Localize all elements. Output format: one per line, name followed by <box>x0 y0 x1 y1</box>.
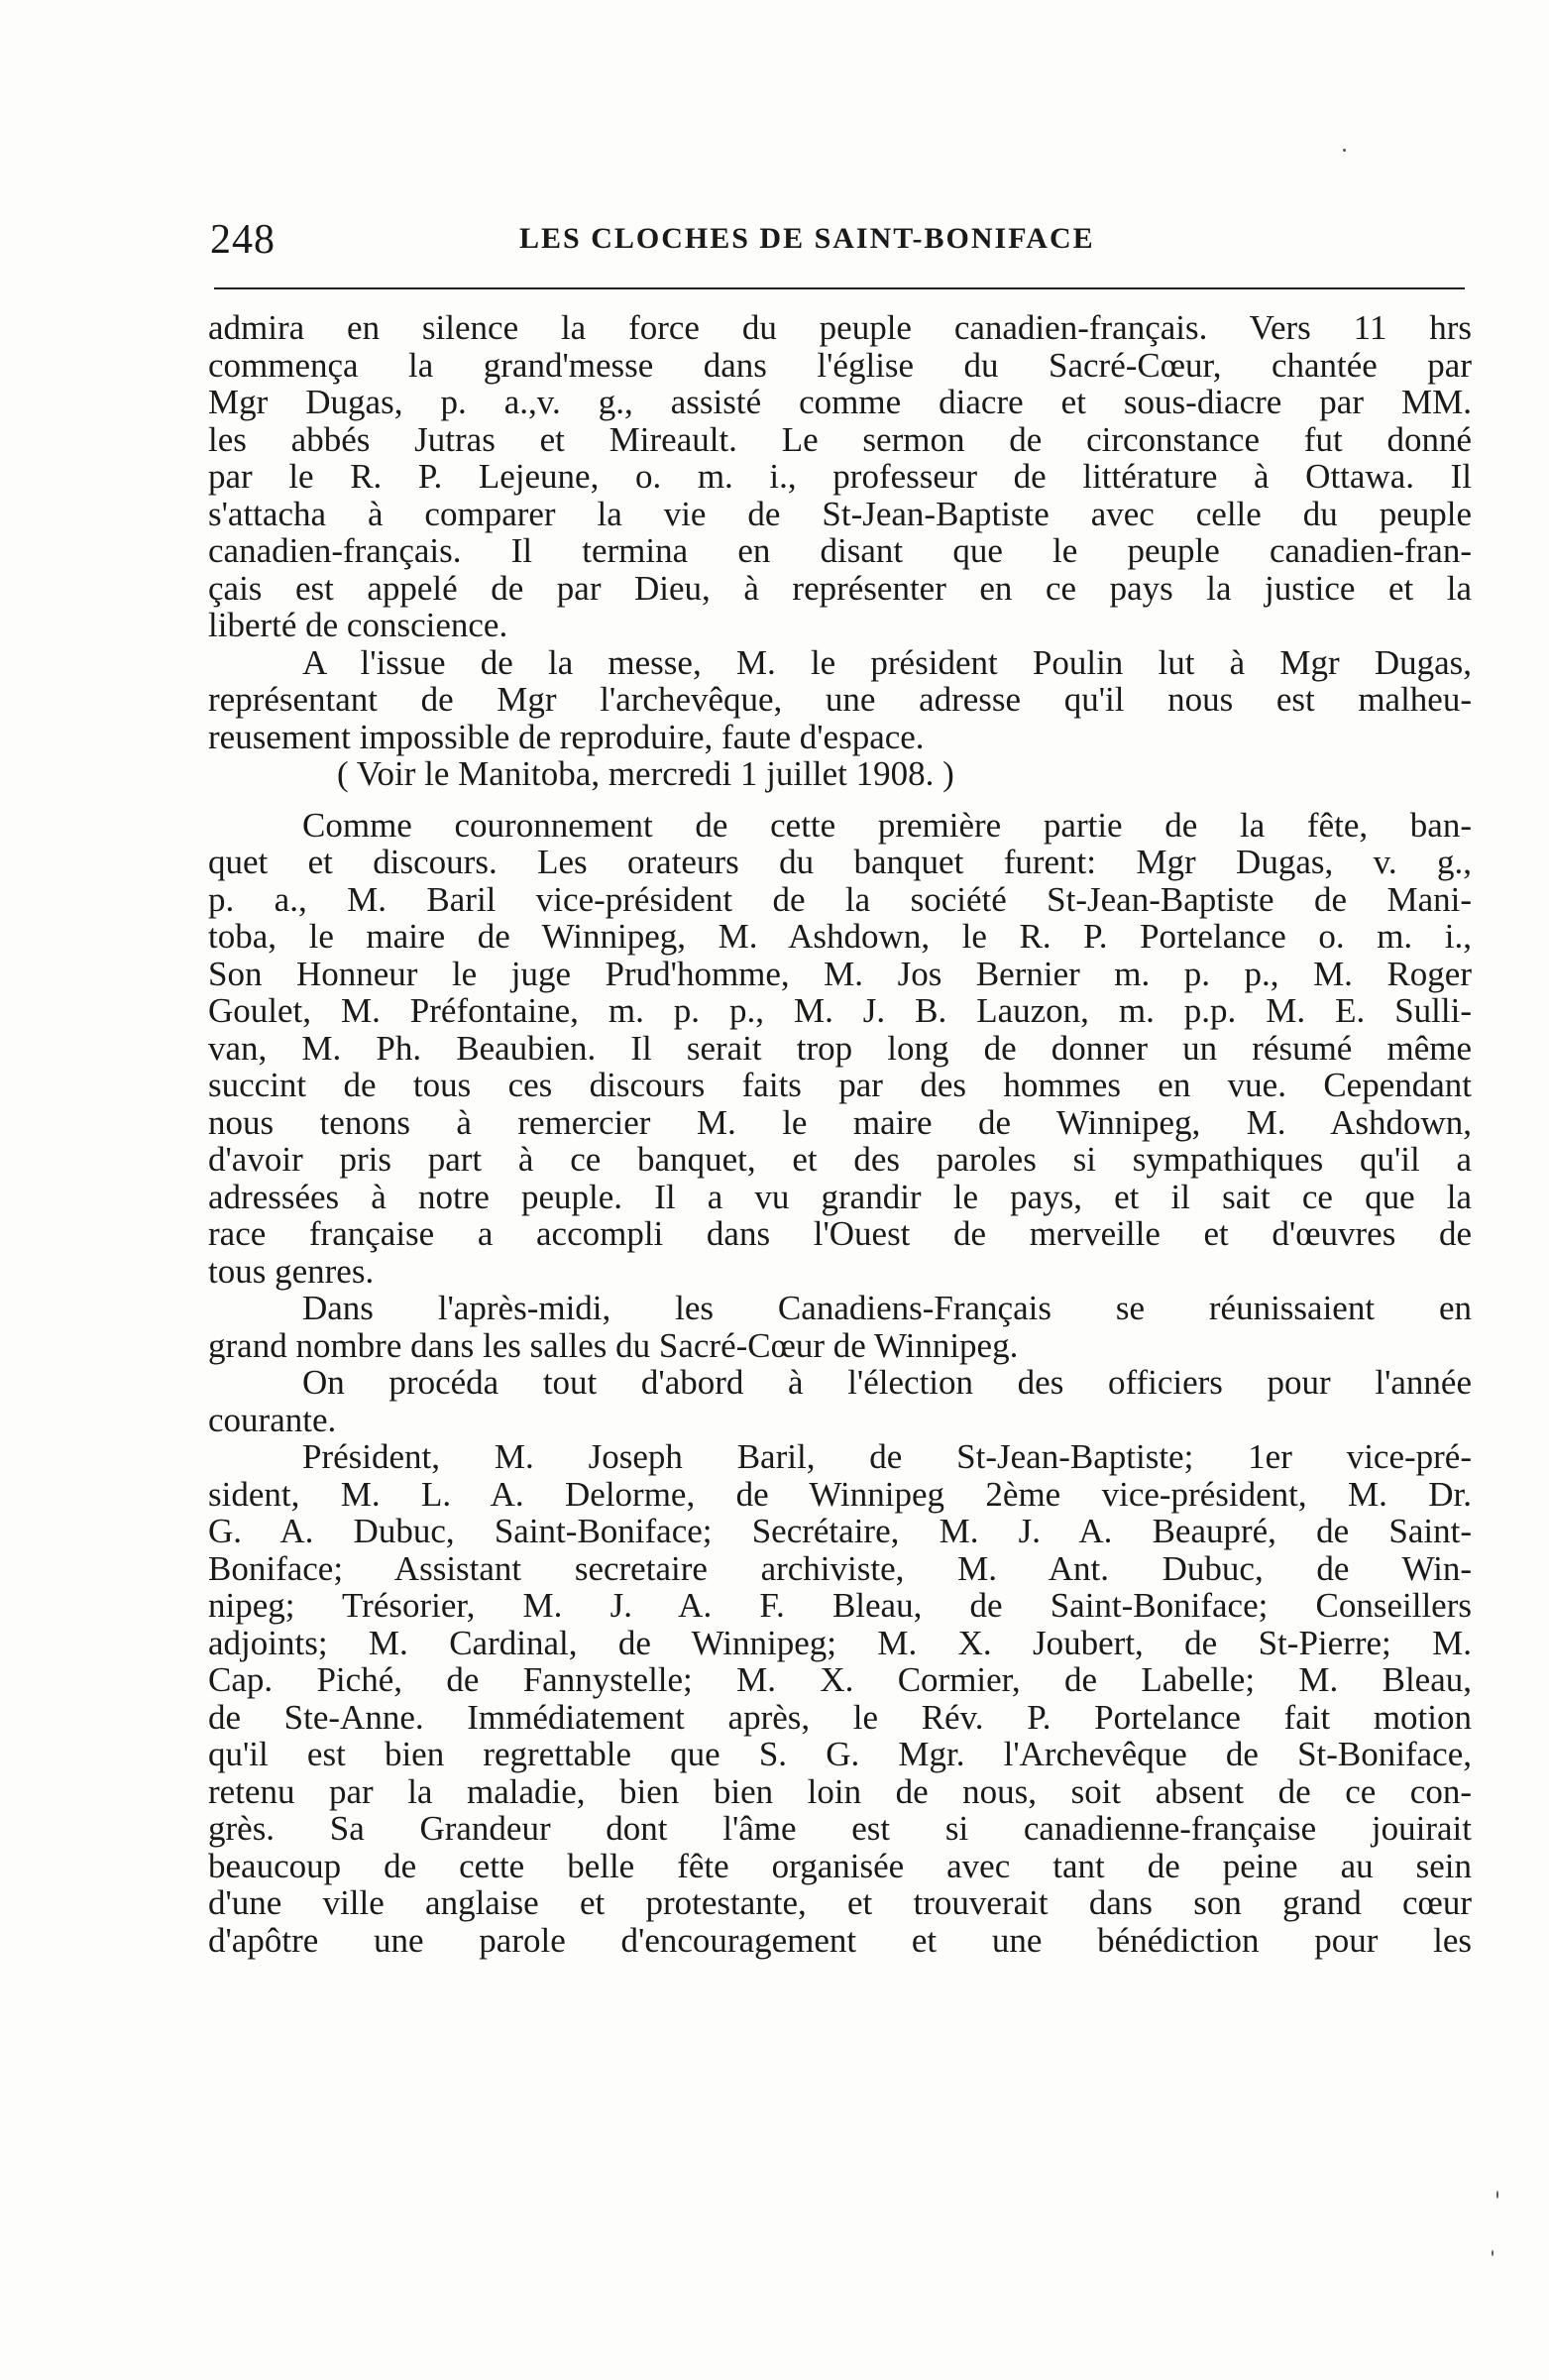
text-line: d'avoir pris part à ce banquet, et des paroles si sympathiques qu'il a <box>208 1140 1472 1179</box>
text-line: Comme couronnement de cette première partie de la fête, ban- <box>302 805 1472 845</box>
text-line: On procéda tout d'abord à l'élection des officiers pour l'année <box>302 1363 1472 1402</box>
text-line: canadien-français. Il termina en disant que le peuple canadien-fran- <box>208 531 1472 570</box>
text-line: beaucoup de cette belle fête organisée avec tant de peine au sein <box>208 1846 1472 1885</box>
text-line: Cap. Piché, de Fannystelle; M. X. Cormier, de Labelle; M. Bleau, <box>208 1660 1472 1699</box>
body-text <box>208 309 1472 1959</box>
page-number: 248 <box>210 217 276 263</box>
text-line: toba, le maire de Winnipeg, M. Ashdown, le R. P. Portelance o. m. i., <box>208 917 1472 956</box>
text-line: d'une ville anglaise et protestante, et trouverait dans son grand cœur <box>208 1883 1472 1922</box>
text-line: çais est appelé de par Dieu, à représenter en ce pays la justice et la <box>208 568 1472 608</box>
text-line: A l'issue de la messe, M. le président Poulin lut à Mgr Dugas, <box>302 642 1472 682</box>
text-line: grès. Sa Grandeur dont l'âme est si canadienne-française jouirait <box>208 1809 1472 1848</box>
text-line: Dans l'après-midi, les Canadiens-Français se réunissaient en <box>302 1289 1472 1327</box>
text-line: sident, M. L. A. Delorme, de Winnipeg 2ème vice-président, M. Dr. <box>208 1474 1472 1514</box>
text-line: succint de tous ces discours faits par des hommes en vue. Cependant <box>208 1066 1472 1104</box>
text-line: race française a accompli dans l'Ouest de merveille et d'œuvres de <box>208 1214 1472 1253</box>
text-line: admira en silence la force du peuple canadien-français. Vers 11 hrs <box>208 308 1472 347</box>
text-line: Son Honneur le juge Prud'homme, M. Jos Bernier m. p. p., M. Roger <box>208 954 1472 993</box>
text-line: Mgr Dugas, p. a.,v. g., assisté comme diacre et sous-diacre par MM. <box>208 383 1472 421</box>
running-head <box>210 216 1469 272</box>
text-line: p. a., M. Baril vice-président de la société St-Jean-Baptiste de Mani- <box>208 879 1472 919</box>
text-line: Président, M. Joseph Baril, de St-Jean-Baptiste; 1er vice-pré- <box>302 1437 1472 1476</box>
text-line: ( Voir le Manitoba, mercredi 1 juillet 1908. ) <box>337 754 954 793</box>
text-line: retenu par la maladie, bien bien loin de nous, soit absent de ce con- <box>208 1771 1472 1811</box>
text-line: de Ste-Anne. Immédiatement après, le Rév. P. Portelance fait motion <box>208 1697 1472 1737</box>
running-title: LES CLOCHES DE SAINT-BONIFACE <box>519 222 1095 255</box>
text-line: adressées à notre peuple. Il a vu grandir le pays, et il sait ce que la <box>208 1177 1472 1216</box>
text-line: les abbés Jutras et Mireault. Le sermon de circonstance fut donné <box>208 419 1472 459</box>
text-line: d'apôtre une parole d'encouragement et une bénédiction pour les <box>208 1920 1472 1960</box>
text-line: représentant de Mgr l'archevêque, une adresse qu'il nous est malheu- <box>208 680 1472 719</box>
text-line: nipeg; Trésorier, M. J. A. F. Bleau, de Saint-Boniface; Conseillers <box>208 1586 1472 1625</box>
text-line: commença la grand'messe dans l'église du Sacré-Cœur, chantée par <box>208 345 1472 385</box>
text-line: van, M. Ph. Beaubien. Il serait trop long de donner un résumé même <box>208 1028 1472 1068</box>
text-line: courante. <box>208 1400 337 1439</box>
scan-speck <box>1492 2250 1494 2256</box>
text-line: s'attacha à comparer la vie de St-Jean-Baptiste avec celle du peuple <box>208 494 1472 533</box>
text-line: par le R. P. Lejeune, o. m. i., professeur de littérature à Ottawa. Il <box>208 457 1472 496</box>
scan-speck <box>1343 149 1346 152</box>
text-line: grand nombre dans les salles du Sacré-Cœur de Winnipeg. <box>208 1325 1019 1365</box>
text-line: liberté de conscience. <box>208 606 508 644</box>
text-line: adjoints; M. Cardinal, de Winnipeg; M. X. Joubert, de St-Pierre; M. <box>208 1623 1472 1662</box>
text-line: qu'il est bien regrettable que S. G. Mgr. l'Archevêque de St-Boniface, <box>208 1735 1472 1773</box>
text-line: reusement impossible de reproduire, faute d'espace. <box>208 717 925 756</box>
text-line: quet et discours. Les orateurs du banquet furent: Mgr Dugas, v. g., <box>208 843 1472 881</box>
text-line: tous genres. <box>208 1251 375 1291</box>
header-rule <box>214 287 1465 289</box>
text-line: Boniface; Assistant secretaire archiviste, M. Ant. Dubuc, de Win- <box>208 1548 1472 1588</box>
text-line: G. A. Dubuc, Saint-Boniface; Secrétaire, M. J. A. Beaupré, de Saint- <box>208 1512 1472 1550</box>
text-line: Goulet, M. Préfontaine, m. p. p., M. J. B. Lauzon, m. p.p. M. E. Sulli- <box>208 991 1472 1030</box>
text-line: nous tenons à remercier M. le maire de Winnipeg, M. Ashdown, <box>208 1102 1472 1142</box>
scan-speck <box>1496 2191 1498 2199</box>
